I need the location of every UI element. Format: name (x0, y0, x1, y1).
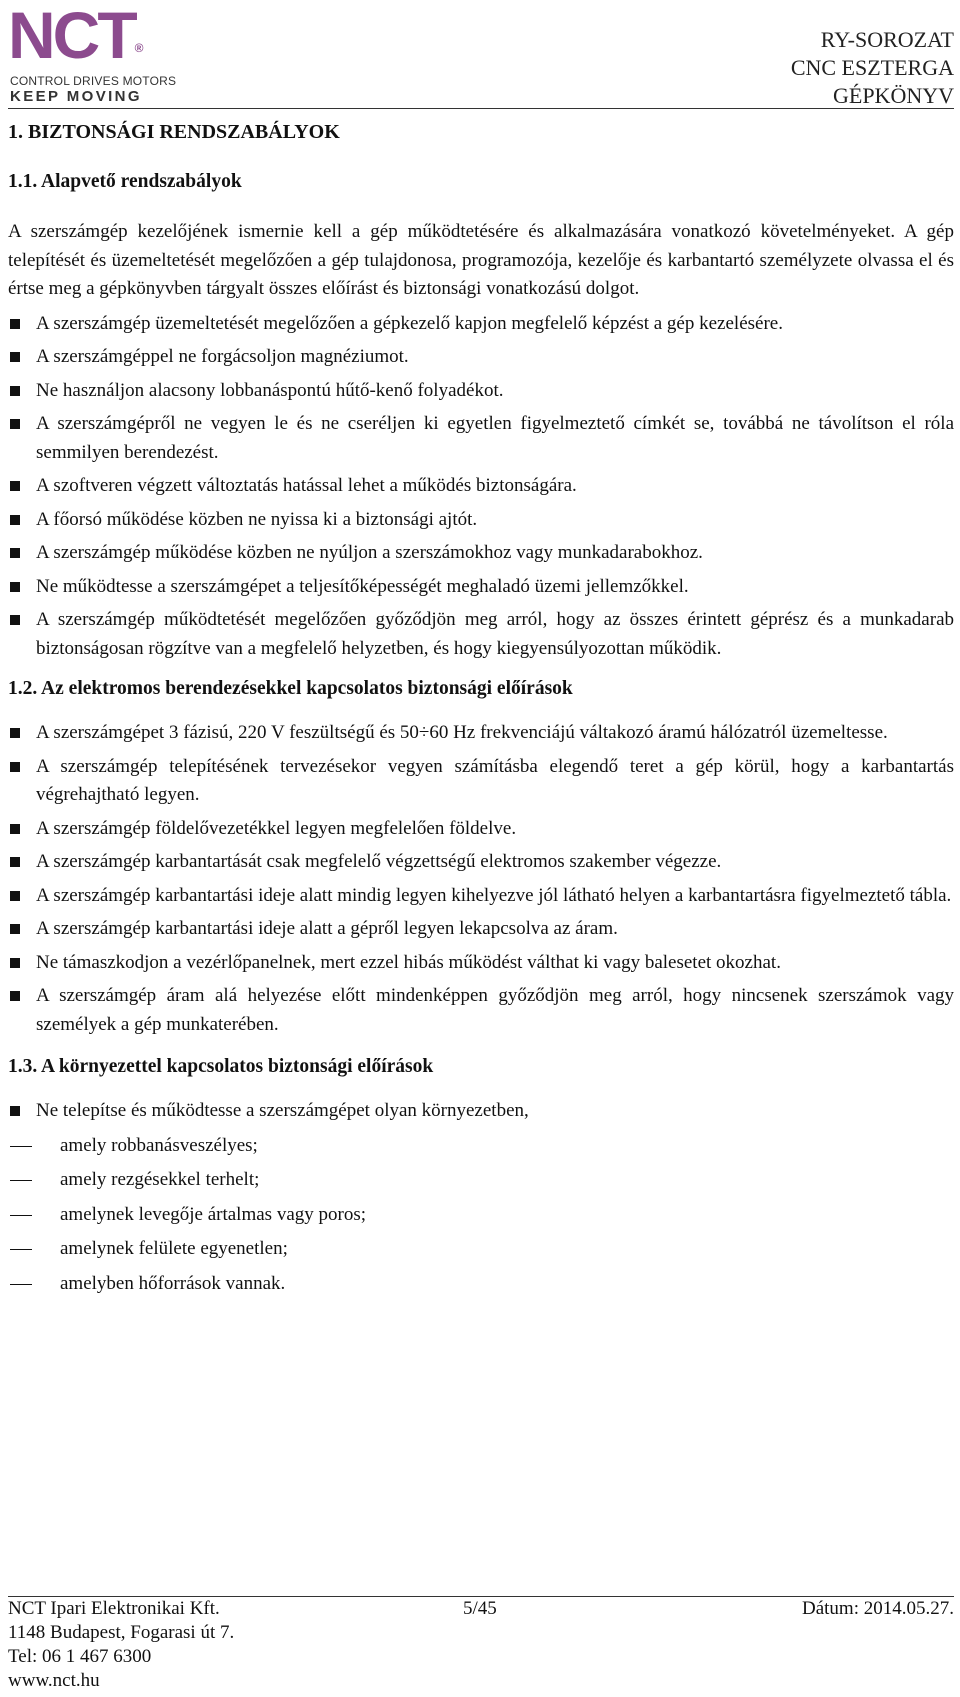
registered-mark: ® (134, 41, 144, 55)
machine-label: CNC ESZTERGA (790, 55, 954, 80)
footer-company: NCT Ipari Elektronikai Kft. (8, 1598, 220, 1619)
section-1-2-list (8, 719, 954, 1039)
list-item: A szerszámgép áram alá helyezése előtt mindenképpen győződjön meg arról, hogy nincsenek szerszámok vagy személyek a gép munkaterében. (8, 982, 954, 1039)
doc-type-label: GÉPKÖNYV (833, 83, 954, 108)
square-bullet-icon (10, 1106, 20, 1116)
square-bullet-icon (10, 548, 20, 558)
square-bullet-icon (10, 352, 20, 362)
list-item: A szerszámgép működtetését megelőzően győződjön meg arról, hogy az összes érintett géprész és a munkadarab biztonságosan rögzítve van a megfelelő helyzetben, és hogy kiegyensúlyozottan működik. (8, 606, 954, 663)
square-bullet-icon (10, 386, 20, 396)
section-1-1-list (8, 310, 954, 664)
list-item: A szerszámgép földelővezetékkel legyen megfelelően földelve. (8, 815, 954, 844)
condition-list (8, 1132, 954, 1299)
list-item: Ne telepítse és működtesse a szerszámgépet olyan környezetben, (8, 1097, 954, 1126)
section-1-1-intro: A szerszámgép kezelőjének ismernie kell a gép működtetésére és alkalmazására vonatkozó követelményeket. A gép telepítését és üzemeltetését megelőzően a gép tulajdonosa, programozója, kezelője és karbantartó személyzete olvassa el és értse meg a gépkönyvben tárgyalt összes előírást és biztonsági vonatkozású dolgot. (8, 221, 954, 299)
square-bullet-icon (10, 419, 20, 429)
dash-bullet-icon (10, 1284, 32, 1285)
square-bullet-icon (10, 991, 20, 1001)
chapter-title: 1. BIZTONSÁGI RENDSZABÁLYOK (8, 121, 340, 143)
header-divider (8, 108, 954, 109)
page-footer (8, 1597, 954, 1693)
dash-bullet-icon (10, 1146, 32, 1147)
square-bullet-icon (10, 615, 20, 625)
square-bullet-icon (10, 958, 20, 968)
list-item: Ne működtesse a szerszámgépet a teljesítőképességét meghaladó üzemi jellemzőkkel. (8, 573, 954, 602)
list-item: Ne támaszkodjon a vezérlőpanelnek, mert ezzel hibás működést válthat ki vagy balesetet okozhat. (8, 949, 954, 978)
square-bullet-icon (10, 319, 20, 329)
square-bullet-icon (10, 481, 20, 491)
footer-phone: Tel: 06 1 467 6300 (8, 1646, 152, 1667)
list-item: A szerszámgépet 3 fázisú, 220 V feszültségű és 50÷60 Hz frekvenciájú váltakozó áramú hálózatról üzemeltesse. (8, 719, 954, 748)
condition-item: amely rezgésekkel terhelt; (8, 1166, 954, 1195)
list-item: Ne használjon alacsony lobbanáspontú hűtő-kenő folyadékot. (8, 377, 954, 406)
section-1-1-title: 1.1. Alapvető rendszabályok (8, 171, 242, 192)
list-item: A szerszámgép üzemeltetését megelőzően a gépkezelő kapjon megfelelő képzést a gép kezelésére. (8, 310, 954, 339)
square-bullet-icon (10, 824, 20, 834)
section-1-3-list (8, 1097, 954, 1126)
dash-bullet-icon (10, 1215, 32, 1216)
series-label: RY-SOROZAT (820, 27, 954, 52)
square-bullet-icon (10, 891, 20, 901)
square-bullet-icon (10, 762, 20, 772)
condition-item: amelynek levegője ártalmas vagy poros; (8, 1201, 954, 1230)
dash-bullet-icon (10, 1249, 32, 1250)
list-item: A szoftveren végzett változtatás hatással lehet a működés biztonságára. (8, 472, 954, 501)
list-item: A főorsó működése közben ne nyissa ki a biztonsági ajtót. (8, 506, 954, 535)
dash-bullet-icon (10, 1180, 32, 1181)
list-item: A szerszámgép működése közben ne nyúljon a szerszámokhoz vagy munkadarabokhoz. (8, 539, 954, 568)
list-item: A szerszámgép karbantartási ideje alatt mindig legyen kihelyezve jól látható helyen a karbantartásra figyelmeztető tábla. (8, 882, 954, 911)
nct-logo (8, 0, 177, 110)
page-content (8, 112, 954, 1298)
square-bullet-icon (10, 924, 20, 934)
square-bullet-icon (10, 728, 20, 738)
list-item: A szerszámgéppel ne forgácsoljon magnéziumot. (8, 343, 954, 372)
list-item: A szerszámgép karbantartását csak megfelelő végzettségű elektromos szakember végezze. (8, 848, 954, 877)
square-bullet-icon (10, 515, 20, 525)
footer-date: Dátum: 2014.05.27. (802, 1598, 954, 1619)
list-item: A szerszámgép telepítésének tervezésekor vegyen számításba elegendő teret a gép körül, hogy a karbantartás végrehajtható legyen. (8, 753, 954, 810)
list-item: A szerszámgép karbantartási ideje alatt a gépről legyen lekapcsolva az áram. (8, 915, 954, 944)
square-bullet-icon (10, 857, 20, 867)
list-item: A szerszámgépről ne vegyen le és ne cseréljen ki egyetlen figyelmeztető címkét se, továbbá ne távolítson el róla semmilyen berendezést. (8, 410, 954, 467)
section-1-3-title: 1.3. A környezettel kapcsolatos biztonsági előírások (8, 1056, 434, 1077)
page-header (8, 0, 954, 110)
condition-item: amelyben hőforrások vannak. (8, 1270, 954, 1299)
page-number: 5/45 (463, 1598, 497, 1619)
condition-item: amelynek felülete egyenetlen; (8, 1235, 954, 1264)
logo-tagline: CONTROL DRIVES MOTORS (10, 74, 177, 88)
logo-slogan: KEEP MOVING (10, 88, 142, 105)
condition-item: amely robbanásveszélyes; (8, 1132, 954, 1161)
logo-wordmark: NCT® (8, 0, 144, 72)
footer-website-link[interactable]: www.nct.hu (8, 1670, 100, 1691)
square-bullet-icon (10, 582, 20, 592)
header-title-block (791, 26, 954, 110)
section-1-2-title: 1.2. Az elektromos berendezésekkel kapcsolatos biztonsági előírások (8, 678, 573, 699)
footer-address: 1148 Budapest, Fogarasi út 7. (8, 1622, 235, 1643)
